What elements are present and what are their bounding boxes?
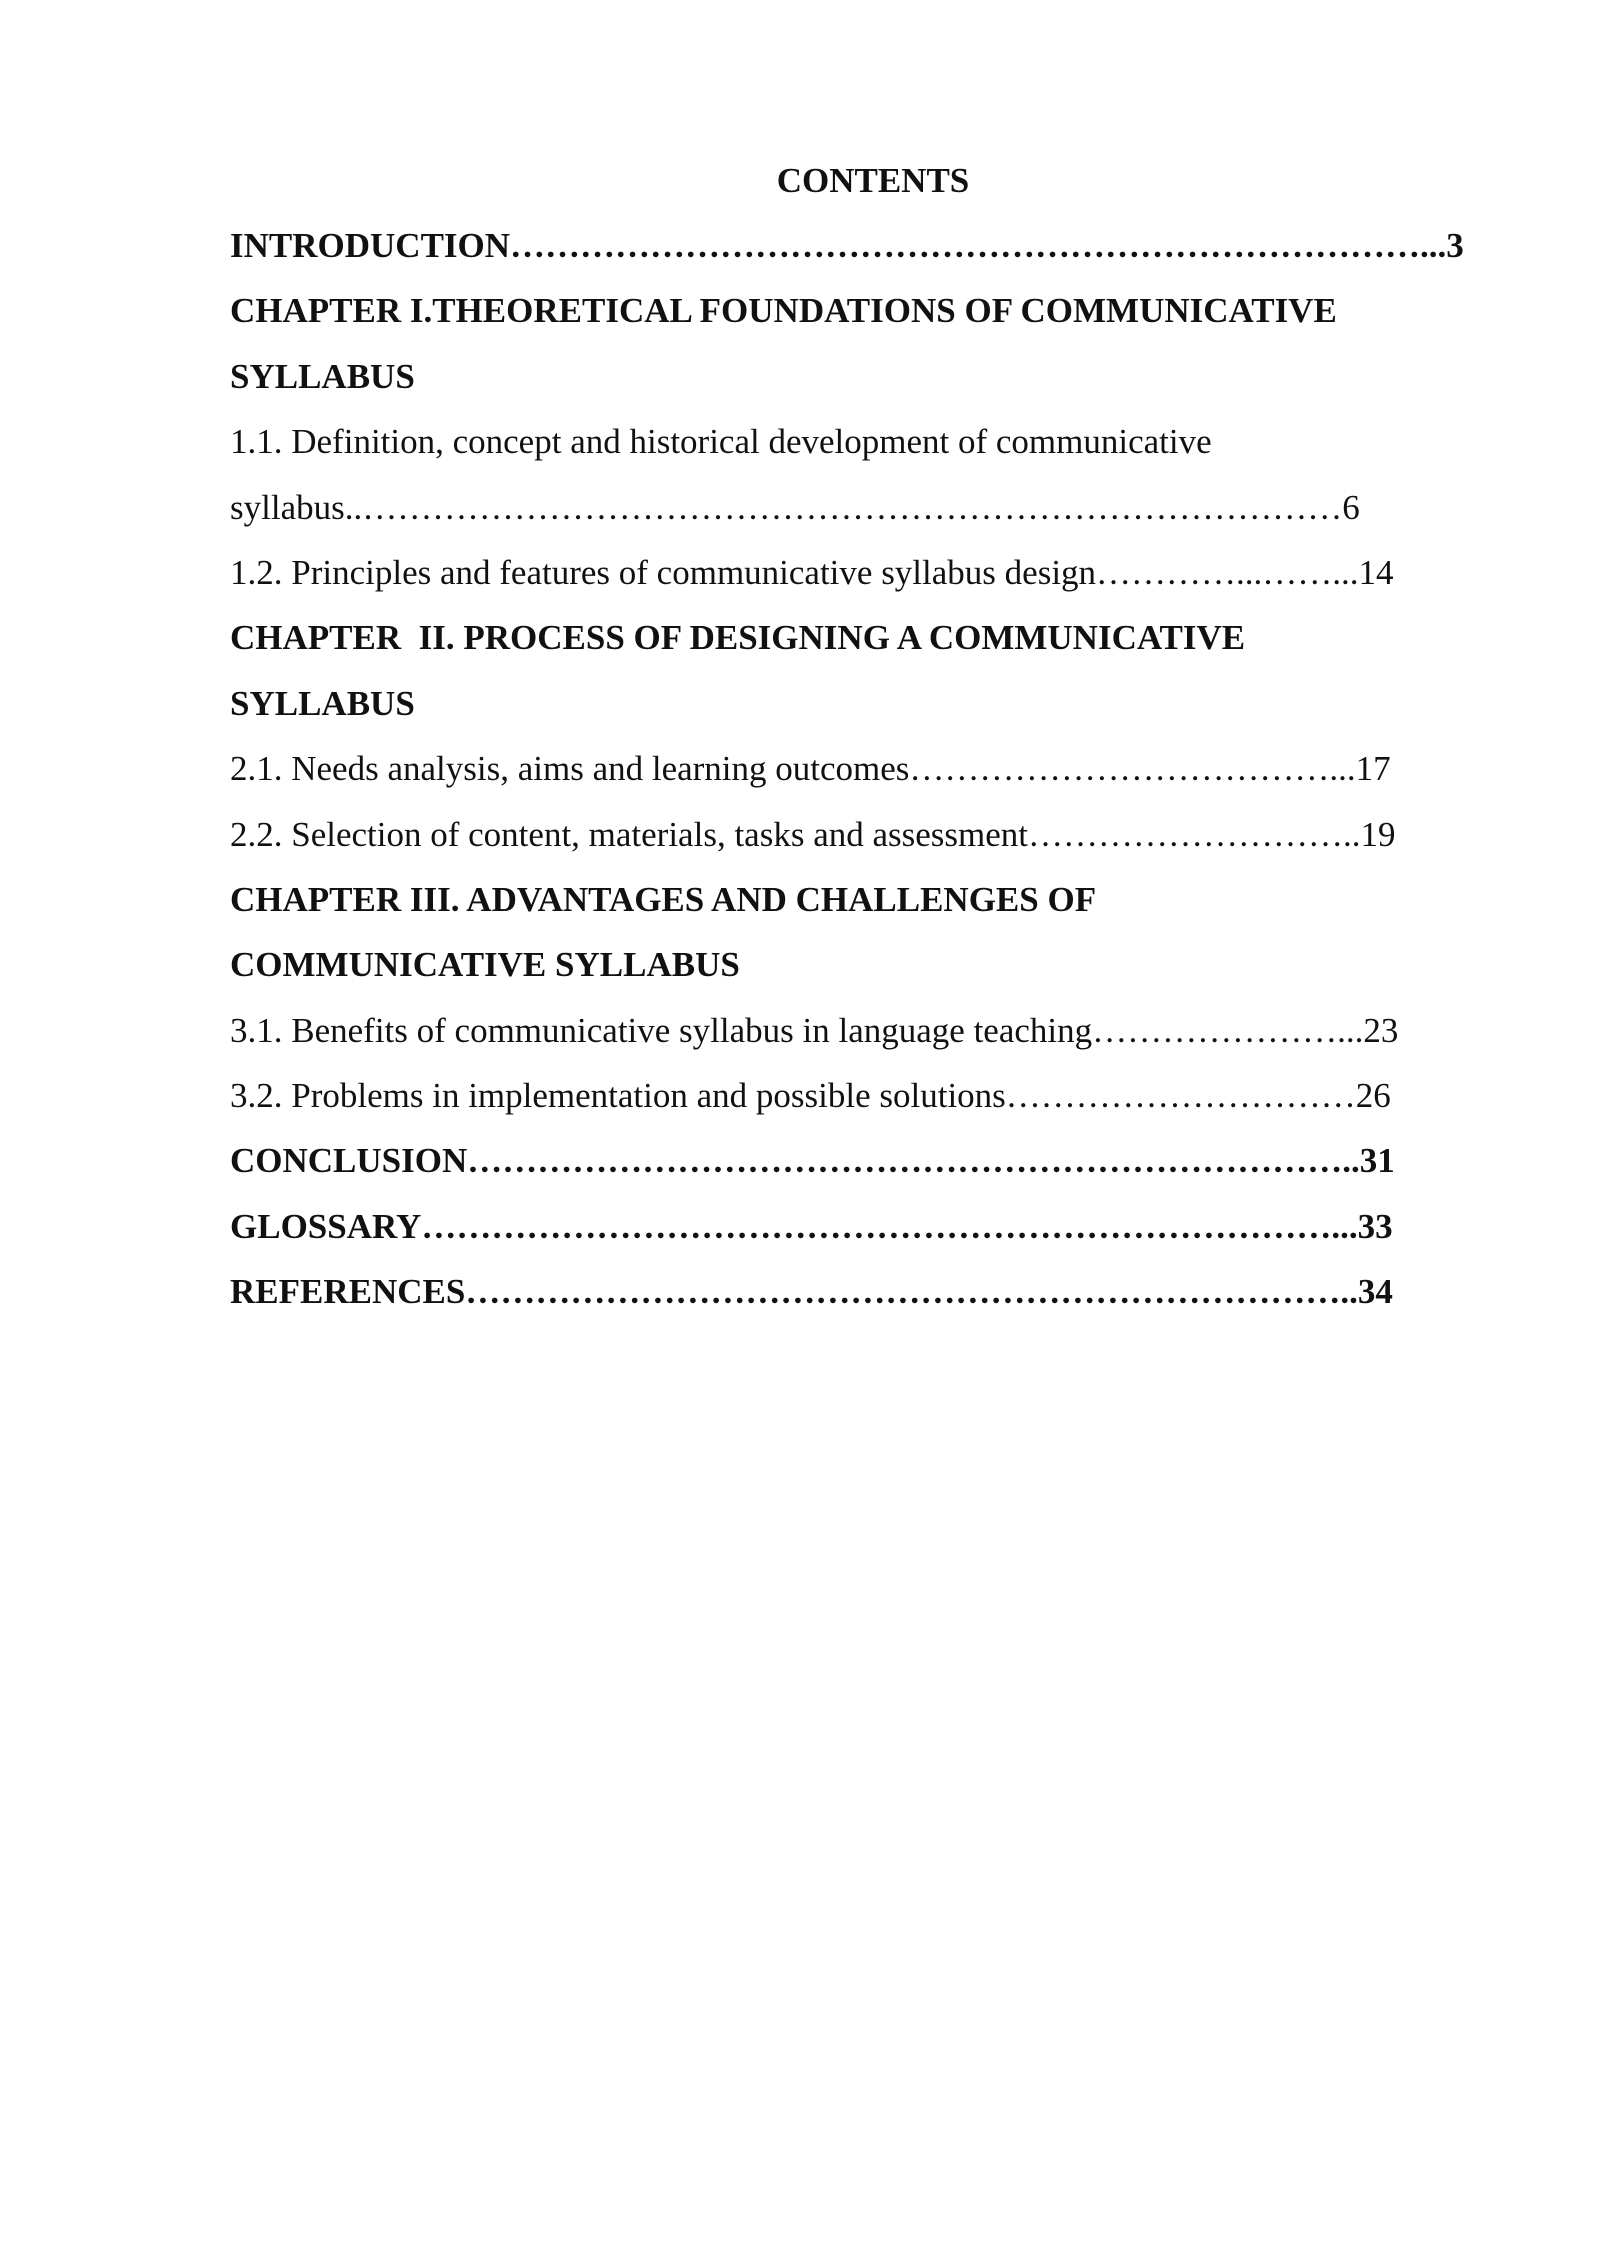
toc-entry-3-1: 3.1. Benefits of communicative syllabus in language teaching…………………...23: [230, 1010, 1399, 1050]
toc-chapter-3-heading-cont: COMMUNICATIVE SYLLABUS: [230, 945, 740, 985]
toc-entry-1-2: 1.2. Principles and features of communicative syllabus design…………...……...14: [230, 552, 1394, 592]
toc-entry-2-2: 2.2. Selection of content, materials, tasks and assessment………………………..19: [230, 814, 1396, 854]
toc-chapter-2-heading-cont: SYLLABUS: [230, 683, 415, 723]
toc-entry-3-2: 3.2. Problems in implementation and possible solutions…………………………26: [230, 1076, 1391, 1116]
table-of-contents: [230, 148, 1492, 1325]
toc-chapter-3-heading: CHAPTER III. ADVANTAGES AND CHALLENGES OF: [230, 879, 1097, 919]
toc-entry-glossary: GLOSSARY……………………………………………………………………...33: [230, 1206, 1393, 1246]
toc-entry-references: REFERENCES…………………………………………………………………..34: [230, 1272, 1393, 1312]
toc-entry-conclusion: CONCLUSION…………………………………………………………………..31: [230, 1141, 1395, 1181]
toc-entry-2-1: 2.1. Needs analysis, aims and learning outcomes………………………………...17: [230, 749, 1391, 789]
toc-entry-introduction: INTRODUCTION……………………………………………………………………...3: [230, 226, 1464, 265]
toc-chapter-2-heading: CHAPTER II. PROCESS OF DESIGNING A COMMUNICATIVE: [230, 618, 1246, 658]
toc-entry-1-1: 1.1. Definition, concept and historical development of communicative: [230, 422, 1212, 462]
contents-heading: CONTENTS: [776, 161, 970, 200]
toc-entry-1-1-cont: syllabus..…………………………………………………………………………6: [230, 487, 1360, 527]
toc-chapter-1-heading: CHAPTER I.THEORETICAL FOUNDATIONS OF COMMUNICATIVE: [230, 291, 1337, 331]
toc-chapter-1-heading-cont: SYLLABUS: [230, 356, 415, 396]
